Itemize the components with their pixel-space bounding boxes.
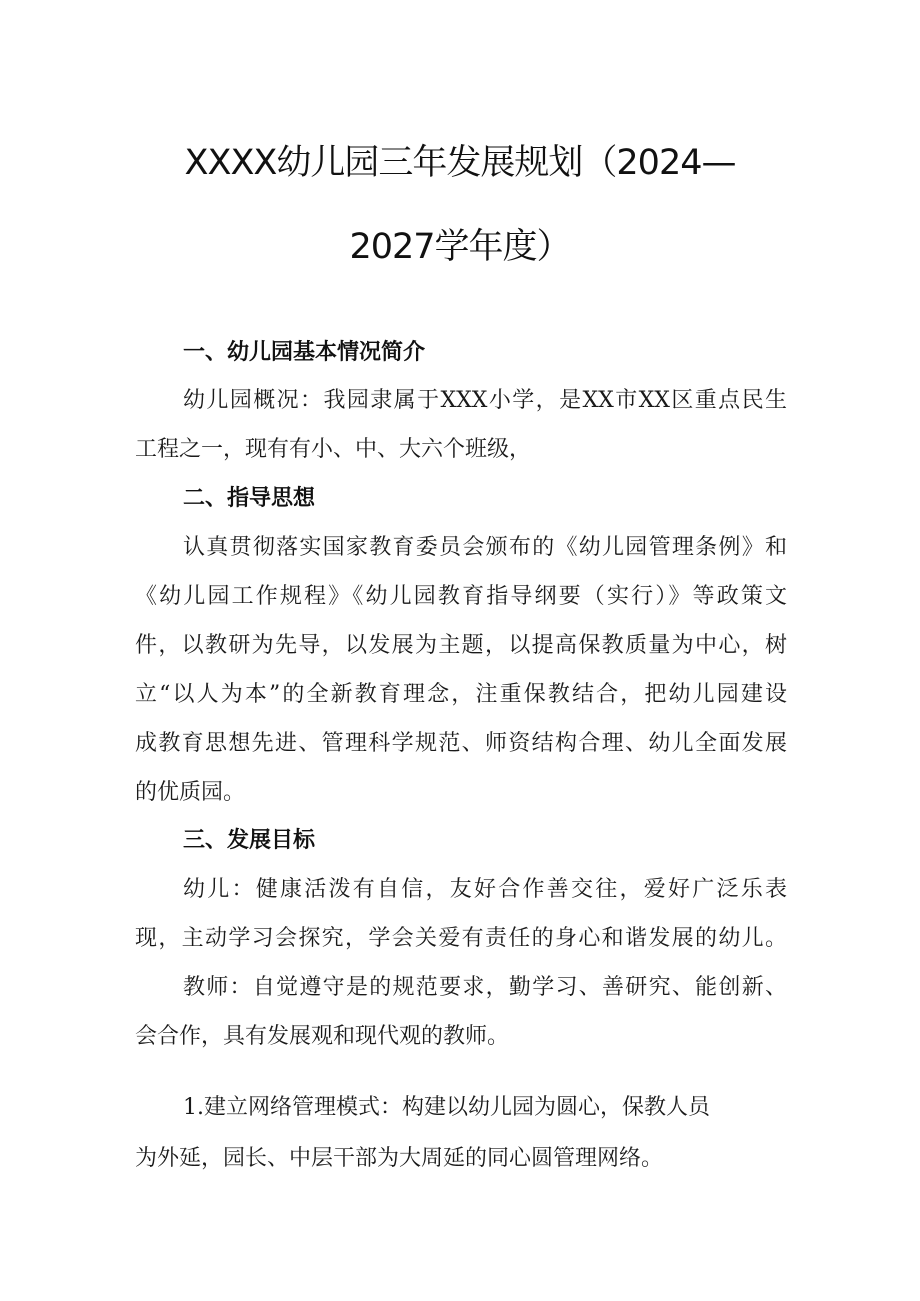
paragraph-line: 立“以人为本”的全新教育理念，注重保教结合，把幼儿园建设 (135, 682, 787, 707)
paragraph-line: 教师：自觉遵守是的规范要求，勤学习、善研究、能创新、 (183, 975, 787, 1000)
paragraph-line: 《幼儿园工作规程》《幼儿园教育指导纲要（实行）》等政策文 (135, 584, 787, 609)
paragraph-line: 现，主动学习会探究，学会关爱有责任的身心和谐发展的幼儿。 (135, 926, 787, 951)
document-title-line-1: XXXX幼儿园三年发展规划（2024— (184, 143, 736, 183)
paragraph-line: 的优质园。 (135, 780, 246, 805)
paragraph-line: 幼儿：健康活泼有自信，友好合作善交往，爱好广泛乐表 (183, 877, 787, 902)
paragraph-line: 件，以教研为先导，以发展为主题，以提高保教质量为中心，树 (135, 633, 787, 658)
paragraph-line: 1.建立网络管理模式：构建以幼儿园为圆心，保教人员 (183, 1095, 710, 1120)
paragraph-line: 为外延，园长、中层干部为大周延的同心圆管理网络。 (135, 1146, 664, 1171)
paragraph-line: 会合作，具有发展观和现代观的教师。 (135, 1024, 510, 1049)
section-heading-basic-info: 一、幼儿园基本情况简介 (183, 340, 426, 365)
paragraph-line: 工程之一，现有有小、中、大六个班级， (135, 437, 532, 462)
paragraph-line: 幼儿园概况：我园隶属于XXX小学，是XX市XX区重点民生 (183, 388, 787, 413)
section-heading-development-goals: 三、发展目标 (183, 828, 316, 853)
document-title-line-2: 2027学年度） (349, 227, 571, 267)
paragraph-line: 认真贯彻落实国家教育委员会颁布的《幼儿园管理条例》和 (183, 535, 787, 560)
section-heading-guiding-ideology: 二、指导思想 (183, 486, 316, 511)
paragraph-line: 成教育思想先进、管理科学规范、师资结构合理、幼儿全面发展 (135, 731, 787, 756)
